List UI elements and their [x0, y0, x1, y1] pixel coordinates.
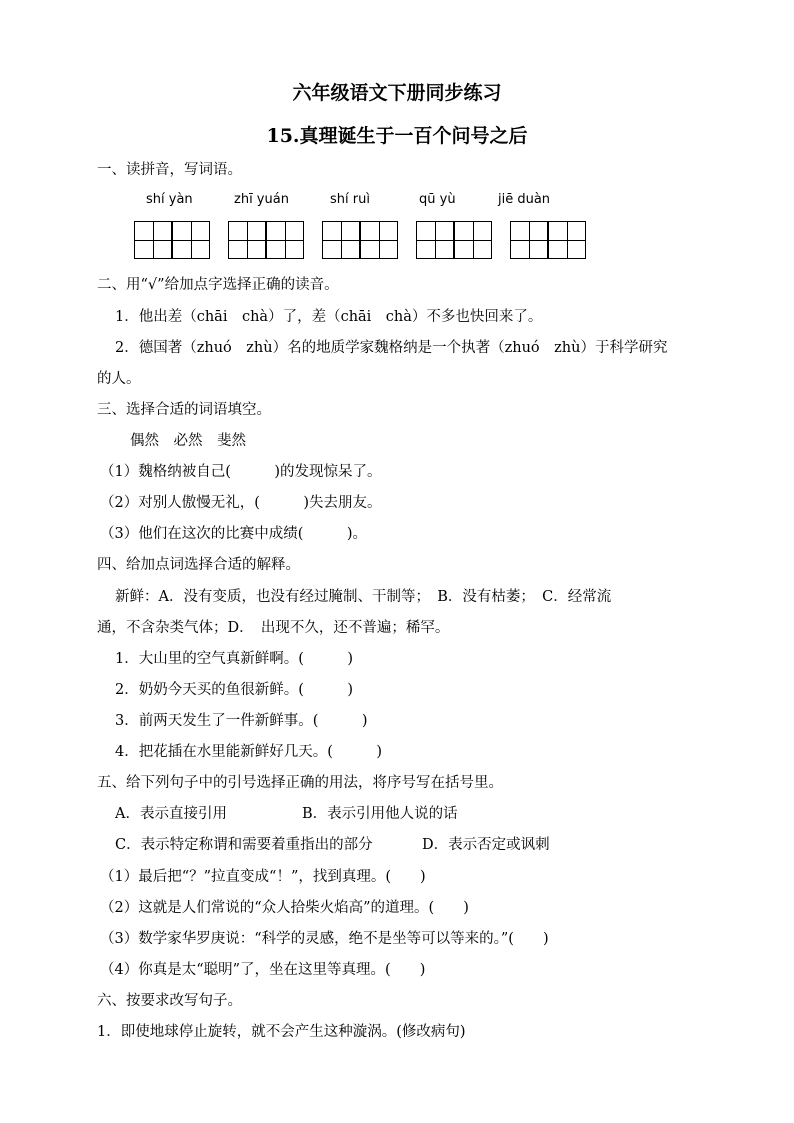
question-line: （4）你真是太“聪明”了，坐在这里等真理。( ) — [100, 962, 426, 978]
option-d: D．表示否定或讽刺 — [422, 837, 550, 853]
lesson-title: 15.真理诞生于一百个问号之后 — [266, 125, 528, 147]
question-line: （2）对别人傲慢无礼，( )失去朋友。 — [100, 495, 382, 511]
question-line: 1．他出差（chāi chà）了，差（chāi chà）不多也快回来了。 — [115, 309, 543, 325]
pinyin-3: shí ruì — [330, 192, 370, 207]
pinyin-5: jiē duàn — [498, 192, 551, 207]
writing-box[interactable] — [510, 221, 548, 259]
option-b: B．表示引用他人说的话 — [302, 806, 458, 822]
pinyin-4: qū yù — [419, 192, 456, 207]
section-5-heading: 五、给下列句子中的引号选择正确的用法，将序号写在括号里。 — [97, 775, 503, 791]
question-line: 的人。 — [97, 371, 141, 387]
section-6-heading: 六、按要求改写句子。 — [97, 993, 242, 1009]
question-line: 1．即使地球停止旋转，就不会产生这种漩涡。(修改病句) — [97, 1024, 466, 1040]
question-line: （2）这就是人们常说的“众人拾柴火焰高”的道理。( ) — [100, 900, 469, 916]
writing-box[interactable] — [416, 221, 454, 259]
writing-box[interactable] — [266, 221, 304, 259]
option-a: A．表示直接引用 — [115, 806, 227, 822]
writing-box[interactable] — [454, 221, 492, 259]
writing-box[interactable] — [322, 221, 360, 259]
question-line: 2．德国著（zhuó zhù）名的地质学家魏格纳是一个执著（zhuó zhù）于科学研究 — [115, 340, 668, 356]
definition-line: 新鲜：A．没有变质，也没有经过腌制、干制等； B．没有枯萎； C．经常流 — [115, 589, 612, 605]
writing-box[interactable] — [172, 221, 210, 259]
question-line: 4．把花插在水里能新鲜好几天。( ) — [115, 744, 383, 760]
pinyin-1: shí yàn — [146, 192, 193, 207]
word-choices: 偶然 必然 斐然 — [130, 433, 246, 449]
question-line: 1．大山里的空气真新鲜啊。( ) — [115, 651, 354, 667]
writing-box[interactable] — [360, 221, 398, 259]
section-2-heading: 二、用“√”给加点字选择正确的读音。 — [97, 277, 339, 293]
writing-box[interactable] — [134, 221, 172, 259]
pinyin-2: zhī yuán — [234, 192, 289, 207]
question-line: （3）他们在这次的比赛中成绩( )。 — [100, 526, 368, 542]
question-line: 2．奶奶今天买的鱼很新鲜。( ) — [115, 682, 354, 698]
section-4-heading: 四、给加点词选择合适的解释。 — [97, 557, 300, 573]
definition-line: 通，不含杂类气体；D． 出现不久，还不普遍；稀罕。 — [97, 620, 450, 636]
writing-box[interactable] — [228, 221, 266, 259]
writing-box[interactable] — [548, 221, 586, 259]
section-1-heading: 一、读拼音，写词语。 — [97, 162, 242, 178]
question-line: （3）数学家华罗庚说：“科学的灵感，绝不是坐等可以等来的。”( ) — [100, 931, 549, 947]
option-c: C．表示特定称谓和需要着重指出的部分 — [115, 837, 373, 853]
page-title: 六年级语文下册同步练习 — [292, 82, 502, 104]
section-3-heading: 三、选择合适的词语填空。 — [97, 402, 271, 418]
question-line: （1）最后把“？”拉直变成“！”，找到真理。( ) — [100, 869, 426, 885]
question-line: 3．前两天发生了一件新鲜事。( ) — [115, 713, 368, 729]
question-line: （1）魏格纳被自己( )的发现惊呆了。 — [100, 464, 382, 480]
